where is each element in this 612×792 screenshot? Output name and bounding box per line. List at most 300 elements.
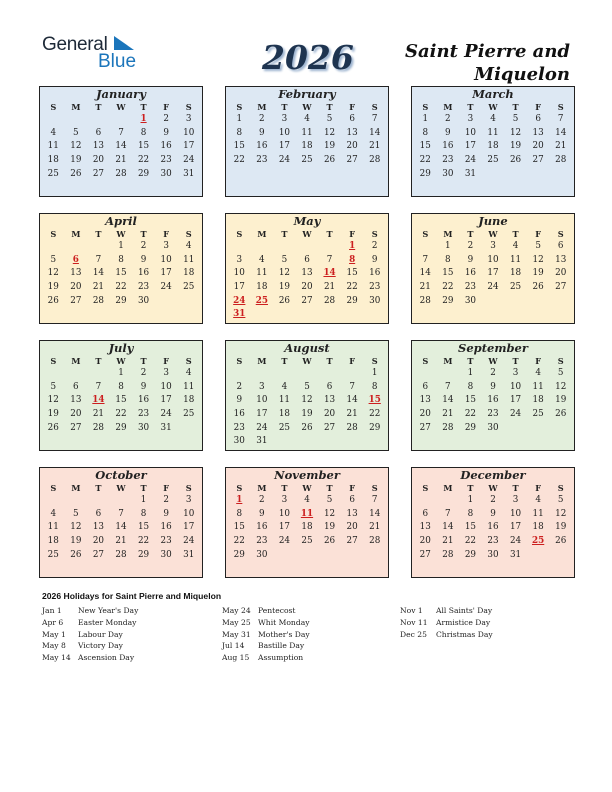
weekday-header: T <box>140 102 147 112</box>
day-cell: 5 <box>326 114 333 124</box>
day-cell: 17 <box>183 141 195 152</box>
day-cell: 9 <box>445 127 451 138</box>
empty-day-cell <box>273 240 296 254</box>
weekday-header: T <box>512 483 519 493</box>
weekday-header: T <box>140 229 147 239</box>
day-cell: 24 <box>256 422 268 433</box>
day-cell: 19 <box>323 141 336 152</box>
empty-day-cell <box>341 367 364 381</box>
day-cell: 12 <box>70 141 82 152</box>
day-cell: 3 <box>236 254 243 265</box>
day-cell: 16 <box>160 141 172 152</box>
day-cell: 29 <box>419 168 431 179</box>
day-cell: 8 <box>118 254 124 265</box>
day-cell: 9 <box>236 395 243 406</box>
empty-day-cell <box>110 113 133 127</box>
day-cell: 20 <box>92 155 105 166</box>
empty-day-cell <box>414 240 437 254</box>
day-cell: 12 <box>47 395 59 406</box>
day-cell: 9 <box>259 508 265 519</box>
day-cell: 4 <box>185 241 192 251</box>
day-cell: 2 <box>467 241 474 251</box>
holiday-date: Apr 6 <box>42 617 64 627</box>
day-cell: 10 <box>160 381 172 392</box>
day-cell: 26 <box>555 409 567 420</box>
day-cell: 1 <box>118 241 124 251</box>
day-cell: 10 <box>509 508 522 519</box>
day-cell: 22 <box>464 409 477 420</box>
day-cell: 26 <box>323 536 336 547</box>
day-cell: 22 <box>137 155 150 166</box>
day-cell: 17 <box>509 522 522 533</box>
holiday-row <box>400 629 493 641</box>
weekday-header: F <box>535 229 542 239</box>
day-cell: 11 <box>301 127 313 138</box>
day-cell: 6 <box>422 381 429 392</box>
day-cell: 20 <box>346 141 358 152</box>
day-cell: 4 <box>304 495 310 505</box>
month-may <box>225 213 389 324</box>
day-cell: 29 <box>464 549 477 560</box>
empty-day-cell <box>87 367 110 381</box>
weekday-header: S <box>371 356 378 366</box>
holiday-name: Armistice Day <box>436 617 491 627</box>
weekday-header: S <box>557 229 564 239</box>
day-cell: 3 <box>281 114 288 124</box>
weekday-header: S <box>422 229 429 239</box>
day-grid <box>412 228 574 308</box>
holiday-column <box>400 605 493 640</box>
day-cell: 26 <box>323 155 336 166</box>
day-cell: 9 <box>163 508 169 519</box>
empty-day-cell <box>87 494 110 508</box>
holiday-date: Jul 14 <box>222 641 245 651</box>
weekday-header: T <box>281 229 288 239</box>
weekday-header: F <box>349 483 356 493</box>
empty-day-cell <box>228 367 251 381</box>
day-cell: 6 <box>304 254 310 265</box>
weekday-header: W <box>116 356 126 366</box>
day-cell: 22 <box>442 282 454 293</box>
day-cell: 13 <box>301 268 313 279</box>
day-cell: 2 <box>259 114 265 124</box>
weekday-header: M <box>71 356 81 366</box>
holiday-day-cell: 11 <box>300 508 314 519</box>
day-cell: 9 <box>163 127 169 138</box>
weekday-header: F <box>163 483 170 493</box>
day-cell: 5 <box>304 381 310 392</box>
day-cell: 31 <box>160 422 172 433</box>
weekday-header: F <box>163 102 170 112</box>
day-cell: 5 <box>512 114 519 124</box>
day-cell: 13 <box>70 395 82 406</box>
day-cell: 28 <box>346 422 358 433</box>
day-cell: 3 <box>512 495 519 505</box>
weekday-header: S <box>185 356 192 366</box>
day-cell: 15 <box>419 141 431 152</box>
day-cell: 13 <box>555 254 567 265</box>
day-cell: 8 <box>140 127 147 138</box>
day-cell: 16 <box>137 268 150 279</box>
day-cell: 13 <box>346 127 358 138</box>
day-cell: 30 <box>233 436 245 447</box>
holiday-name: Whit Monday <box>258 617 310 627</box>
holiday-date: May 8 <box>42 641 66 651</box>
weekday-header: S <box>557 356 564 366</box>
day-cell: 27 <box>532 155 544 166</box>
weekday-header: S <box>50 356 57 366</box>
day-cell: 12 <box>532 254 544 265</box>
day-cell: 11 <box>487 127 499 138</box>
holiday-date: Dec 25 <box>400 629 427 639</box>
day-cell: 4 <box>50 127 57 138</box>
day-cell: 1 <box>422 114 429 124</box>
day-cell: 18 <box>509 268 522 279</box>
empty-day-cell <box>296 367 319 381</box>
day-cell: 15 <box>442 268 454 279</box>
day-cell: 3 <box>185 495 192 505</box>
day-cell: 5 <box>326 495 333 505</box>
month-name: November <box>274 468 340 482</box>
day-cell: 7 <box>371 114 378 124</box>
holiday-day-cell: 8 <box>349 254 356 265</box>
day-cell: 29 <box>442 295 454 306</box>
day-cell: 20 <box>70 409 82 420</box>
day-grid <box>226 482 388 562</box>
day-cell: 30 <box>464 295 477 306</box>
day-cell: 12 <box>278 268 291 279</box>
day-cell: 22 <box>115 282 127 293</box>
day-cell: 28 <box>555 155 567 166</box>
day-cell: 18 <box>183 268 195 279</box>
day-cell: 28 <box>92 422 105 433</box>
day-cell: 25 <box>278 422 291 433</box>
day-cell: 15 <box>233 141 245 152</box>
day-cell: 7 <box>445 381 451 392</box>
holiday-row <box>42 605 138 617</box>
weekday-header: M <box>443 483 453 493</box>
day-cell: 10 <box>509 381 522 392</box>
day-cell: 21 <box>419 282 431 293</box>
day-cell: 13 <box>419 522 431 533</box>
weekday-header: M <box>257 483 267 493</box>
day-cell: 4 <box>259 254 265 265</box>
day-cell: 2 <box>140 241 147 251</box>
weekday-header: S <box>185 229 192 239</box>
day-cell: 10 <box>278 508 291 519</box>
holiday-name: Pentecost <box>258 606 296 615</box>
day-cell: 12 <box>301 395 313 406</box>
day-cell: 27 <box>346 155 358 166</box>
day-cell: 6 <box>422 508 429 519</box>
weekday-header: F <box>349 102 356 112</box>
holiday-row <box>222 640 310 652</box>
holiday-row <box>222 652 310 664</box>
day-cell: 3 <box>490 241 496 251</box>
day-grid <box>40 482 202 562</box>
weekday-header: S <box>236 102 243 112</box>
month-name: August <box>284 341 330 355</box>
holiday-date: Jan 1 <box>42 606 62 615</box>
day-cell: 2 <box>259 495 265 505</box>
day-cell: 26 <box>70 549 82 560</box>
day-cell: 21 <box>115 536 127 547</box>
day-cell: 29 <box>115 295 127 306</box>
weekday-header: T <box>281 483 288 493</box>
day-cell: 18 <box>301 141 313 152</box>
day-cell: 25 <box>509 282 522 293</box>
empty-day-cell <box>65 113 88 127</box>
day-cell: 6 <box>349 495 355 505</box>
day-cell: 23 <box>369 282 381 293</box>
day-cell: 19 <box>70 536 82 547</box>
day-cell: 7 <box>349 381 355 392</box>
day-cell: 11 <box>532 381 544 392</box>
day-cell: 11 <box>532 508 544 519</box>
month-january <box>39 86 203 197</box>
day-cell: 12 <box>323 127 336 138</box>
day-cell: 16 <box>487 395 499 406</box>
day-cell: 8 <box>140 508 147 519</box>
weekday-header: M <box>257 102 267 112</box>
day-cell: 20 <box>301 282 313 293</box>
day-cell: 27 <box>419 422 431 433</box>
weekday-header: T <box>512 102 519 112</box>
day-cell: 9 <box>259 127 265 138</box>
weekday-header: M <box>71 483 81 493</box>
weekday-header: T <box>95 483 102 493</box>
day-cell: 16 <box>256 141 268 152</box>
day-cell: 25 <box>183 409 195 420</box>
day-cell: 12 <box>555 508 567 519</box>
day-cell: 4 <box>304 114 310 124</box>
month-november <box>225 467 389 578</box>
day-cell: 18 <box>301 522 313 533</box>
day-grid <box>226 101 388 168</box>
weekday-header: M <box>71 229 81 239</box>
day-cell: 7 <box>557 114 564 124</box>
holiday-day-cell: 1 <box>349 241 356 251</box>
day-cell: 31 <box>256 436 268 447</box>
holiday-date: May 31 <box>222 629 251 639</box>
holiday-date: May 25 <box>222 617 251 627</box>
day-cell: 15 <box>233 522 245 533</box>
holiday-day-cell: 25 <box>532 536 545 547</box>
day-cell: 13 <box>92 141 105 152</box>
day-cell: 8 <box>371 381 378 392</box>
logo-triangle-icon <box>112 36 136 52</box>
weekday-header: W <box>488 356 498 366</box>
day-cell: 21 <box>442 409 454 420</box>
holiday-day-cell: 31 <box>233 309 246 320</box>
day-cell: 23 <box>256 536 268 547</box>
weekday-header: T <box>467 102 474 112</box>
day-cell: 26 <box>509 155 522 166</box>
day-cell: 9 <box>490 508 496 519</box>
day-cell: 2 <box>490 368 496 378</box>
day-cell: 19 <box>323 522 336 533</box>
day-cell: 26 <box>47 422 59 433</box>
day-cell: 16 <box>442 141 454 152</box>
holiday-day-cell: 14 <box>92 395 105 406</box>
calendar-year: 2026 <box>262 38 354 77</box>
holiday-day-cell: 25 <box>255 295 268 306</box>
day-cell: 13 <box>70 268 82 279</box>
holidays-title: 2026 Holidays for Saint Pierre and Miquelon <box>42 591 222 601</box>
weekday-header: W <box>116 483 126 493</box>
day-cell: 20 <box>346 522 358 533</box>
day-cell: 26 <box>47 295 59 306</box>
day-cell: 2 <box>445 114 451 124</box>
weekday-header: W <box>116 229 126 239</box>
weekday-header: T <box>326 483 333 493</box>
day-cell: 8 <box>467 381 474 392</box>
holiday-date: May 1 <box>42 629 66 639</box>
day-cell: 6 <box>535 114 541 124</box>
empty-day-cell <box>318 367 341 381</box>
day-cell: 28 <box>369 155 381 166</box>
holiday-row <box>222 617 310 629</box>
empty-day-cell <box>228 240 251 254</box>
day-cell: 10 <box>278 127 291 138</box>
empty-day-cell <box>65 367 88 381</box>
day-cell: 16 <box>464 268 477 279</box>
country-title-line-2: Miquelon <box>474 64 570 85</box>
weekday-header: W <box>488 483 498 493</box>
month-june <box>411 213 575 324</box>
day-cell: 12 <box>47 268 59 279</box>
day-cell: 3 <box>163 241 169 251</box>
day-cell: 1 <box>236 114 243 124</box>
weekday-header: T <box>140 483 147 493</box>
day-grid <box>412 355 574 435</box>
day-cell: 21 <box>442 536 454 547</box>
weekday-header: M <box>257 229 267 239</box>
day-cell: 19 <box>47 409 59 420</box>
weekday-header: T <box>95 356 102 366</box>
day-cell: 4 <box>185 368 192 378</box>
day-cell: 18 <box>256 282 268 293</box>
day-cell: 12 <box>323 508 336 519</box>
day-cell: 12 <box>509 127 522 138</box>
day-cell: 7 <box>445 508 451 519</box>
day-cell: 23 <box>160 536 172 547</box>
day-cell: 16 <box>369 268 381 279</box>
day-cell: 29 <box>233 549 245 560</box>
day-cell: 2 <box>236 381 243 392</box>
weekday-header: S <box>371 229 378 239</box>
logo-text-blue: Blue <box>98 51 137 72</box>
day-cell: 6 <box>326 381 333 392</box>
day-cell: 5 <box>50 381 57 392</box>
day-cell: 27 <box>346 536 358 547</box>
holiday-day-cell: 15 <box>368 395 381 406</box>
day-cell: 16 <box>487 522 499 533</box>
day-cell: 30 <box>160 549 172 560</box>
day-cell: 5 <box>281 254 288 265</box>
day-cell: 9 <box>140 381 147 392</box>
holiday-row <box>42 640 138 652</box>
day-cell: 14 <box>369 127 381 138</box>
day-cell: 2 <box>371 241 378 251</box>
day-cell: 20 <box>555 268 567 279</box>
month-name: February <box>278 87 336 101</box>
day-cell: 15 <box>115 395 127 406</box>
day-cell: 23 <box>233 422 245 433</box>
day-cell: 24 <box>183 536 195 547</box>
holiday-date: May 24 <box>222 606 251 615</box>
weekday-header: S <box>371 483 378 493</box>
day-cell: 22 <box>233 155 245 166</box>
day-cell: 28 <box>115 168 127 179</box>
weekday-header: F <box>163 356 170 366</box>
month-name: April <box>105 214 137 228</box>
day-cell: 14 <box>346 395 358 406</box>
day-cell: 16 <box>160 522 172 533</box>
day-cell: 3 <box>467 114 474 124</box>
day-cell: 7 <box>326 254 333 265</box>
day-cell: 18 <box>47 536 59 547</box>
day-cell: 27 <box>92 168 105 179</box>
day-cell: 14 <box>115 522 127 533</box>
day-cell: 15 <box>464 395 477 406</box>
weekday-header: T <box>281 356 288 366</box>
weekday-header: T <box>512 356 519 366</box>
day-cell: 25 <box>487 155 499 166</box>
weekday-header: S <box>236 229 243 239</box>
day-cell: 13 <box>323 395 336 406</box>
weekday-header: S <box>422 102 429 112</box>
day-cell: 20 <box>70 282 82 293</box>
day-cell: 21 <box>115 155 127 166</box>
day-cell: 15 <box>115 268 127 279</box>
day-cell: 9 <box>371 254 378 265</box>
day-cell: 23 <box>137 409 150 420</box>
weekday-header: T <box>140 356 147 366</box>
day-cell: 14 <box>92 268 105 279</box>
weekday-header: F <box>349 229 356 239</box>
holiday-name: Ascension Day <box>78 653 135 663</box>
month-october <box>39 467 203 578</box>
day-cell: 20 <box>419 536 431 547</box>
day-cell: 18 <box>183 395 195 406</box>
day-cell: 20 <box>92 536 105 547</box>
day-cell: 6 <box>95 127 102 138</box>
day-cell: 30 <box>487 549 499 560</box>
holiday-name: Mother's Day <box>258 629 310 639</box>
day-cell: 28 <box>369 536 381 547</box>
day-cell: 1 <box>140 495 147 505</box>
day-cell: 25 <box>47 549 59 560</box>
day-cell: 6 <box>95 508 102 519</box>
day-cell: 17 <box>509 395 522 406</box>
empty-day-cell <box>251 240 274 254</box>
holiday-row <box>400 605 493 617</box>
day-cell: 19 <box>70 155 82 166</box>
country-title <box>370 40 570 86</box>
day-cell: 8 <box>445 254 451 265</box>
month-name: May <box>293 214 321 228</box>
holiday-date: Nov 1 <box>400 606 423 615</box>
day-cell: 7 <box>118 127 124 138</box>
day-cell: 3 <box>259 381 265 392</box>
day-cell: 21 <box>346 409 358 420</box>
day-cell: 6 <box>349 114 355 124</box>
day-cell: 6 <box>73 381 79 392</box>
month-name: December <box>460 468 526 482</box>
empty-day-cell <box>437 494 460 508</box>
day-cell: 26 <box>70 168 82 179</box>
